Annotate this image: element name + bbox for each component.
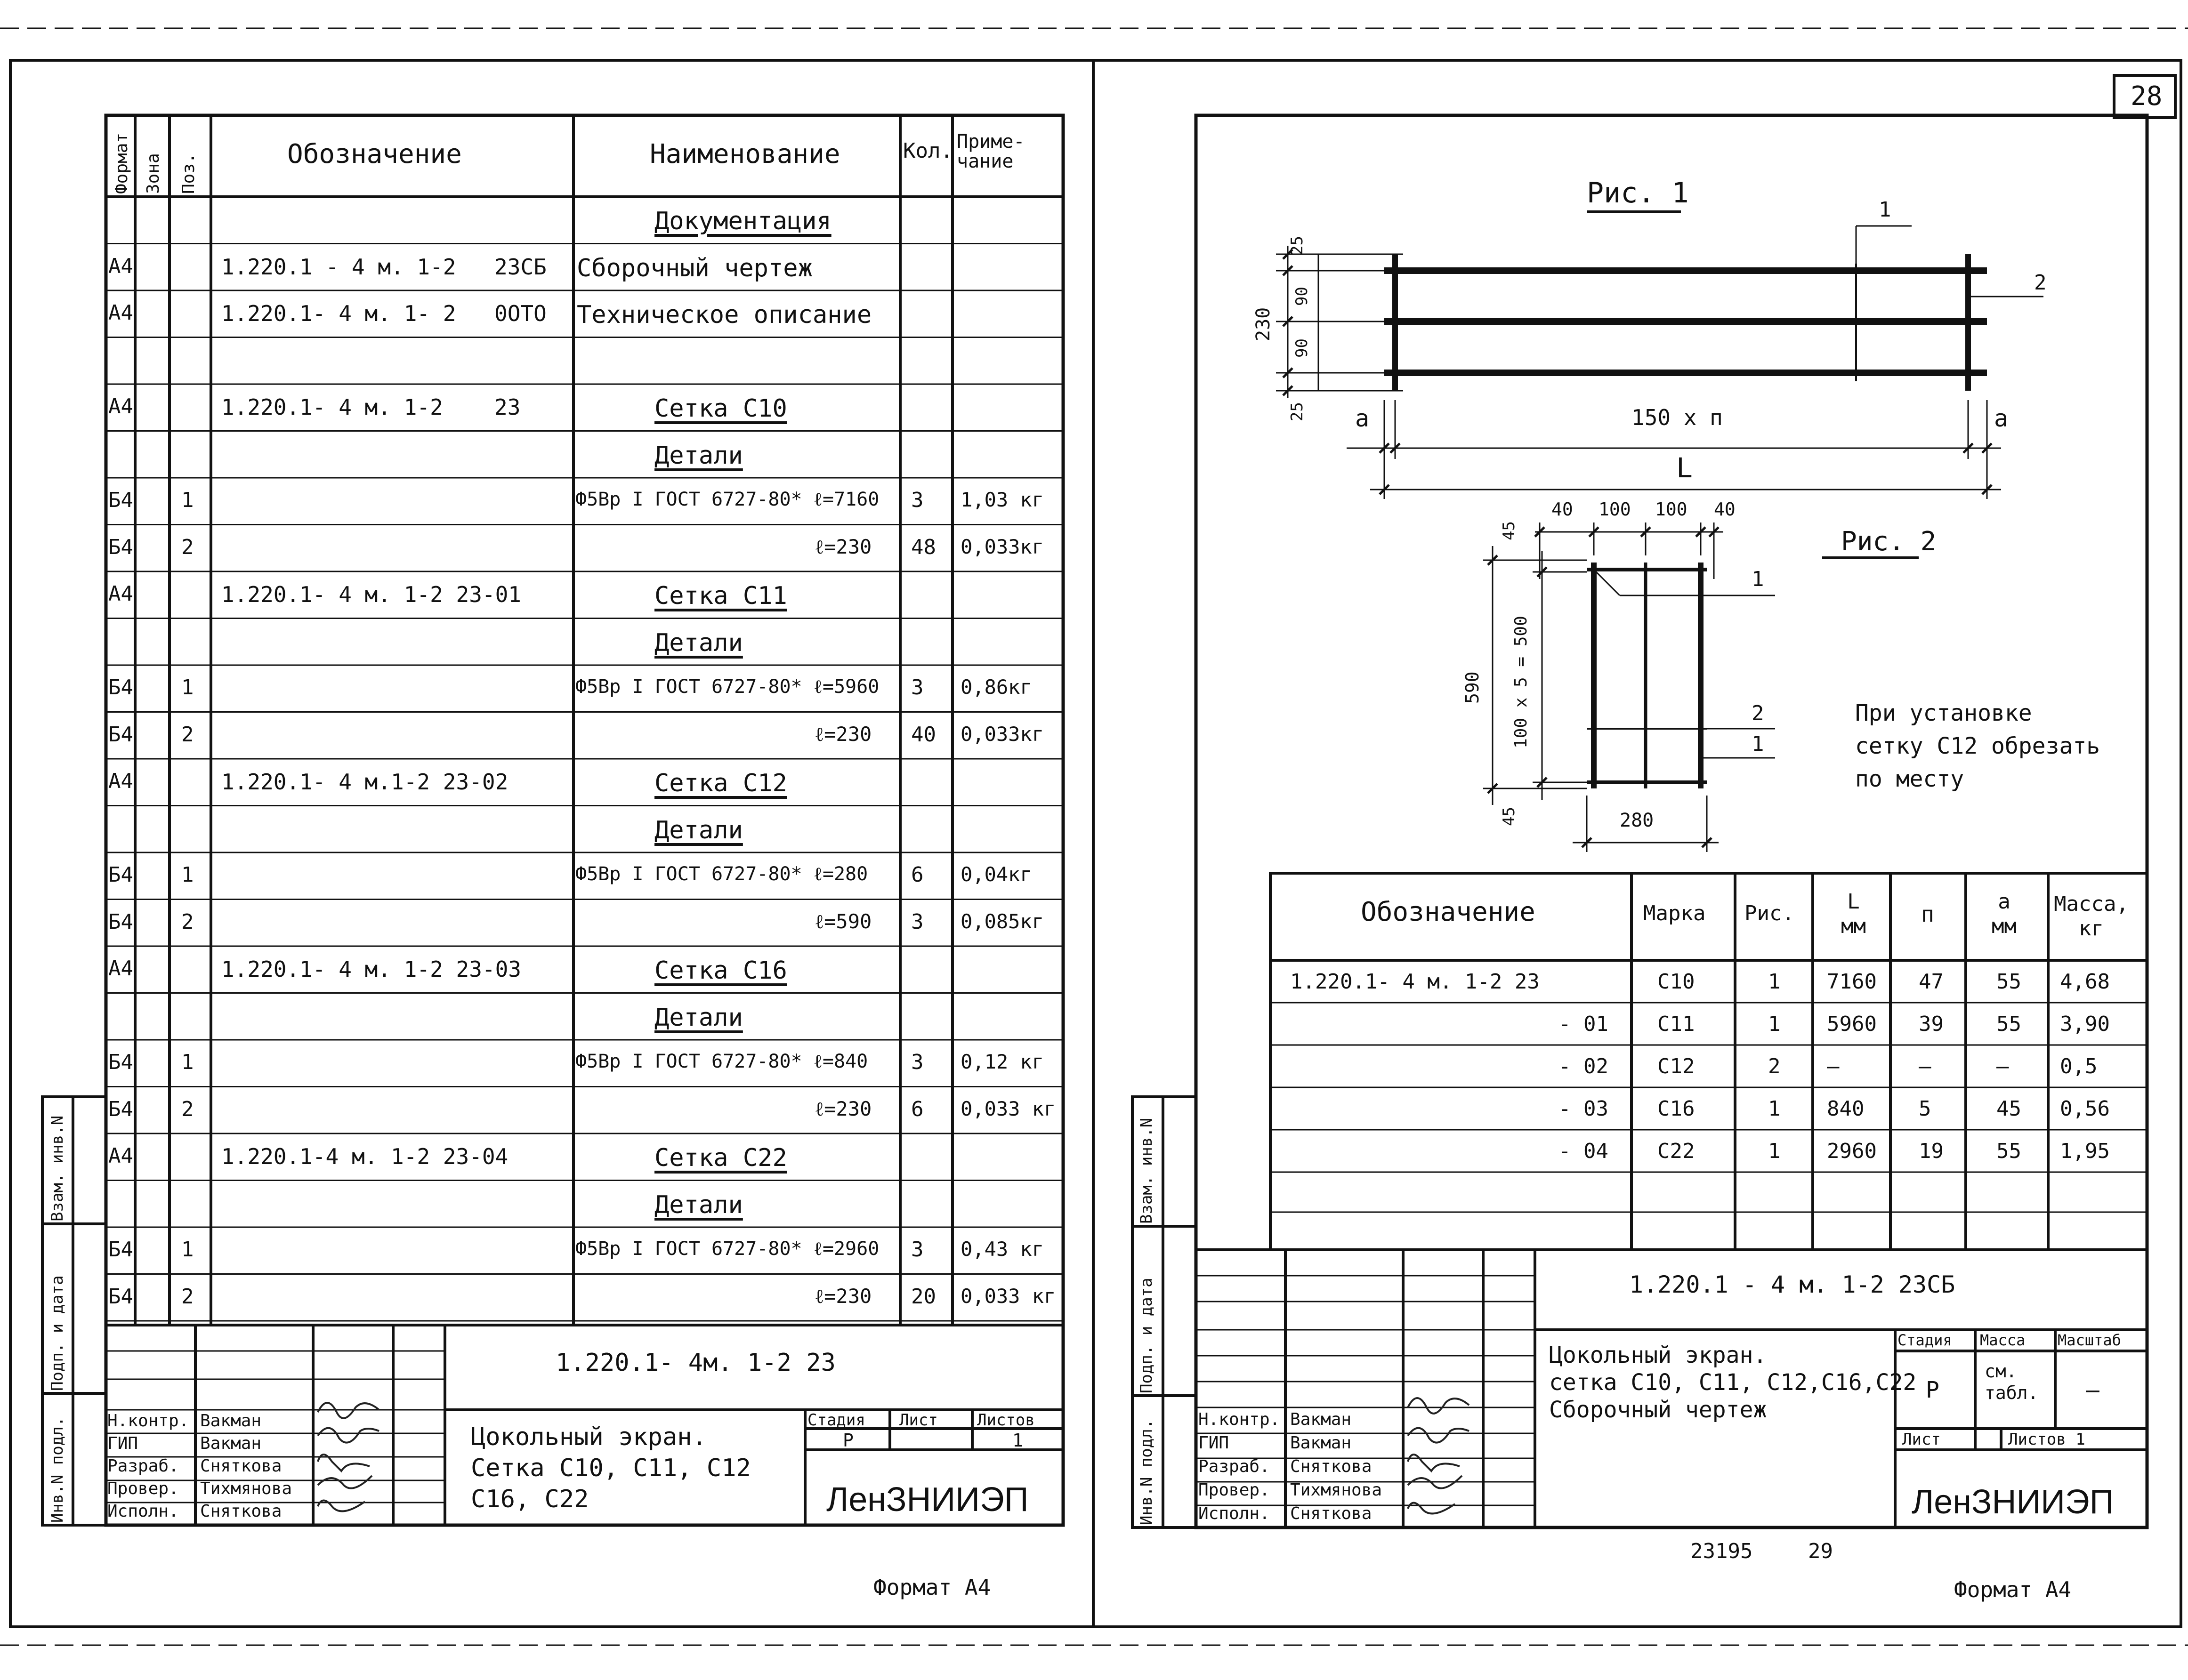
spec-cell-qty: 6: [911, 1097, 924, 1121]
mark-cell-a: 55: [1996, 970, 2021, 994]
fig2-dim-590: 590: [1462, 671, 1483, 704]
mark-cell-fig: 2: [1768, 1054, 1781, 1078]
fig2-leader-1: 1: [1752, 567, 1764, 591]
stamp-name: Сняткова: [1290, 1504, 1372, 1523]
mark-cell-designation: - 01: [1558, 1012, 1608, 1036]
stamp-role: Разраб.: [1198, 1457, 1270, 1476]
spec-cell-format: Б4: [108, 863, 133, 887]
left-stamp-org: ЛенЗНИИЭП: [826, 1481, 1029, 1519]
left-stamp-sheet-label: Лист: [899, 1411, 938, 1430]
spec-cell-designation: 1.220.1- 4 м.1-2 23-02: [221, 769, 509, 795]
mark-cell-mass: 1,95: [2060, 1139, 2110, 1163]
right-stamp-mass: см. табл.: [1985, 1361, 2039, 1403]
left-stamp-sheets: 1: [1012, 1430, 1023, 1451]
spec-cell-qty: 3: [911, 1050, 924, 1074]
spec-cell-name: Документация: [654, 207, 832, 235]
spec-cell-format: А4: [108, 254, 133, 278]
fig2-dim-280: 280: [1620, 810, 1654, 831]
bottom-code-2: 29: [1808, 1539, 1833, 1563]
spec-cell-pos: 1: [181, 863, 194, 887]
header-note: Приме- чание: [957, 131, 1025, 172]
mark-header-L: L мм: [1841, 890, 1866, 938]
spec-cell-pos: 2: [181, 1284, 194, 1309]
mark-cell-mark: С16: [1657, 1097, 1695, 1121]
header-qty: Кол.: [903, 139, 953, 163]
mark-header-a: а мм: [1992, 890, 2017, 938]
mark-cell-mark: С12: [1657, 1054, 1695, 1078]
fig2-dim-40b: 40: [1714, 499, 1736, 520]
fig2-dim-100b: 100: [1655, 499, 1687, 520]
spec-cell-qty: 20: [911, 1284, 936, 1309]
spec-cell-name: Ф5Вр I ГОСТ 6727-80* ℓ=5960: [575, 676, 880, 698]
header-name: Наименование: [650, 139, 840, 169]
spec-cell-name: Сетка С16: [654, 957, 787, 985]
spec-cell-qty: 3: [911, 488, 924, 512]
spec-cell-name: Сетка С12: [654, 769, 787, 797]
stamp-name: Сняткова: [200, 1502, 282, 1521]
fig2-dim-45a: 45: [1500, 521, 1518, 540]
spec-cell-name: Ф5Вр I ГОСТ 6727-80* ℓ=280: [575, 863, 868, 885]
spec-cell-pos: 1: [181, 675, 194, 699]
spec-cell-pos: 2: [181, 722, 194, 747]
spec-cell-note: 0,033 кг: [961, 1284, 1056, 1308]
spec-cell-note: 0,085кг: [961, 909, 1044, 933]
fig2-dim-40a: 40: [1551, 499, 1573, 520]
side-stamp-vzam: Взам. инв.N: [48, 1115, 67, 1222]
mark-cell-n: 19: [1919, 1139, 1944, 1163]
spec-cell-name: Детали: [654, 441, 743, 470]
spec-cell-designation: 1.220.1- 4 м. 1- 2: [221, 301, 456, 326]
mark-cell-designation: - 04: [1558, 1139, 1608, 1163]
spec-cell-format: Б4: [108, 1238, 133, 1262]
side-stamp-inv: Инв.N подл.: [48, 1416, 67, 1523]
mark-cell-fig: 1: [1768, 1012, 1781, 1036]
spec-cell-format: Б4: [108, 909, 133, 934]
mark-cell-L: 840: [1827, 1097, 1865, 1121]
spec-cell-name: Ф5Вр I ГОСТ 6727-80* ℓ=840: [575, 1051, 868, 1072]
stamp-name: Тихмянова: [200, 1479, 292, 1498]
mark-cell-mass: 4,68: [2060, 970, 2110, 994]
fig2-dim-100a: 100: [1599, 499, 1631, 520]
format-right: Формат А4: [1954, 1577, 2072, 1602]
mark-cell-mark: С10: [1657, 970, 1695, 994]
mark-cell-a: 55: [1996, 1139, 2021, 1163]
stamp-name: Тихмянова: [1290, 1480, 1382, 1500]
spec-cell-format: Б4: [108, 1284, 133, 1309]
spec-cell-designation: 1.220.1- 4 м. 1-2: [221, 394, 443, 420]
spec-cell-pos: 2: [181, 535, 194, 559]
mark-cell-designation: - 03: [1558, 1097, 1608, 1121]
installation-note: При установке сетку С12 обрезать по месту: [1855, 700, 2100, 792]
fig1-dim-n: 150 х п: [1631, 405, 1723, 430]
side-stamp-sign: Подп. и дата: [48, 1275, 67, 1391]
stamp-role: Провер.: [1198, 1480, 1270, 1500]
fig2-leader-2: 2: [1752, 701, 1764, 725]
fig2-dim-45b: 45: [1500, 807, 1518, 826]
bottom-code-1: 23195: [1690, 1539, 1753, 1563]
spec-cell-name: Сетка С10: [654, 394, 787, 423]
mark-cell-L: 5960: [1827, 1012, 1877, 1036]
right-stamp-sheets-label: Листов 1: [2008, 1430, 2085, 1449]
spec-cell-format: А4: [108, 394, 133, 418]
mark-cell-a: 55: [1996, 1012, 2021, 1036]
spec-cell-qty: 3: [911, 909, 924, 934]
left-stamp-designation: 1.220.1- 4м. 1-2 23: [556, 1349, 836, 1377]
stamp-name: Сняткова: [200, 1456, 282, 1476]
mark-cell-L: 7160: [1827, 970, 1877, 994]
spec-cell-format: А4: [108, 957, 133, 981]
header-zone: Зона: [144, 153, 163, 194]
right-stamp-stage: Р: [1926, 1377, 1939, 1403]
mark-cell-n: —: [1919, 1054, 1931, 1078]
header-pos: Поз.: [179, 153, 198, 194]
fig2-dim-500: 100 х 5 = 500: [1511, 616, 1531, 748]
fig1-dims: [1276, 212, 2043, 499]
mark-cell-fig: 1: [1768, 970, 1781, 994]
mark-cell-n: 39: [1919, 1012, 1944, 1036]
spec-cell-note: 0,43 кг: [961, 1238, 1044, 1261]
mark-cell-a: 45: [1996, 1097, 2021, 1121]
mark-header-fig: Рис.: [1744, 901, 1794, 925]
left-stamp-stage-label: Стадия: [807, 1411, 865, 1430]
mark-header-designation: Обозначение: [1361, 897, 1535, 927]
stamp-name: Вакман: [200, 1434, 262, 1453]
spec-cell-name: Сетка С22: [654, 1144, 787, 1172]
spec-cell-format: А4: [108, 1144, 133, 1168]
spec-cell-note: 0,033кг: [961, 722, 1044, 746]
spec-cell-pos: 2: [181, 909, 194, 934]
left-stamp-stage: Р: [843, 1430, 854, 1451]
right-side-stamp-inv: Инв.N подл.: [1137, 1419, 1156, 1525]
mark-cell-n: 5: [1919, 1097, 1931, 1121]
right-stamp-scale-label: Масштаб: [2058, 1331, 2121, 1349]
mark-header-mass: Масса, кг: [2054, 892, 2129, 940]
stamp-role: ГИП: [107, 1434, 138, 1453]
mark-cell-L: 2960: [1827, 1139, 1877, 1163]
fig1-mesh: [1384, 254, 1987, 391]
fig1-dim-25a: 25: [1288, 236, 1307, 255]
spec-cell-name: Ф5Вр I ГОСТ 6727-80* ℓ=2960: [575, 1238, 880, 1260]
right-stamp-sheet-label: Лист: [1902, 1430, 1941, 1449]
right-stamp-scale: —: [2086, 1377, 2099, 1403]
fig1-dim-90a: 90: [1292, 287, 1311, 306]
right-stamp-stage-label: Стадия: [1897, 1331, 1952, 1349]
stamp-name: Вакман: [1290, 1433, 1352, 1453]
spec-cell-code: 23СБ: [494, 254, 547, 280]
fig1-dim-90b: 90: [1292, 338, 1311, 358]
mark-cell-fig: 1: [1768, 1097, 1781, 1121]
mark-cell-n: 47: [1919, 970, 1944, 994]
spec-cell-qty: 6: [911, 863, 924, 887]
stamp-name: Вакман: [200, 1411, 262, 1431]
spec-cell-name: ℓ=230: [815, 1097, 872, 1120]
spec-cell-format: Б4: [108, 488, 133, 512]
spec-cell-qty: 3: [911, 675, 924, 699]
spec-cell-name: ℓ=230: [815, 722, 872, 746]
mark-cell-mark: С22: [1657, 1139, 1695, 1163]
left-stamp-title: Цокольный экран. Сетка С10, С11, С12 С16, С22: [471, 1423, 751, 1513]
fig1-leader-1: 1: [1879, 198, 1891, 222]
spec-cell-code: 23: [494, 394, 521, 420]
spec-cell-name: Сетка С11: [654, 582, 787, 610]
fig1-dim-a1: a: [1355, 405, 1370, 432]
spec-cell-pos: 1: [181, 1050, 194, 1074]
mark-cell-designation: 1.220.1- 4 м. 1-2 23: [1290, 970, 1540, 994]
spec-cell-designation: 1.220.1- 4 м. 1-2 23-01: [221, 582, 521, 607]
fig2-title: Рис. 2: [1841, 526, 1937, 557]
left-stamp-sheets-label: Листов: [977, 1411, 1035, 1430]
spec-cell-format: А4: [108, 582, 133, 606]
spec-cell-name: Детали: [654, 816, 743, 844]
stamp-role: Разраб.: [107, 1456, 179, 1476]
spec-cell-code: 0ОТО: [494, 301, 547, 326]
spec-cell-note: 0,12 кг: [961, 1050, 1044, 1073]
right-side-stamp-vzam: Взам. инв.N: [1137, 1117, 1156, 1224]
spec-cell-format: Б4: [108, 675, 133, 699]
mark-cell-a: —: [1996, 1054, 2009, 1078]
fig1-dim-230: 230: [1252, 307, 1274, 341]
stamp-role: ГИП: [1198, 1433, 1229, 1453]
right-stamp-designation: 1.220.1 - 4 м. 1-2 23СБ: [1629, 1271, 1955, 1298]
stamp-role: Исполн.: [1198, 1504, 1270, 1523]
spec-cell-pos: 1: [181, 488, 194, 512]
mark-cell-mass: 0,56: [2060, 1097, 2110, 1121]
spec-cell-designation: 1.220.1- 4 м. 1-2 23-03: [221, 957, 521, 982]
spec-cell-format: А4: [108, 769, 133, 793]
stamp-role: Исполн.: [107, 1502, 179, 1521]
spec-cell-name: Техническое описание: [577, 301, 872, 329]
spec-cell-name: ℓ=590: [815, 909, 872, 933]
spec-cell-name: Детали: [654, 1190, 743, 1219]
spec-cell-qty: 3: [911, 1238, 924, 1262]
stamp-name: Вакман: [1290, 1410, 1352, 1429]
fig1-leader-2: 2: [2034, 271, 2047, 295]
spec-cell-format: Б4: [108, 1097, 133, 1121]
header-designation: Обозначение: [287, 139, 462, 169]
spec-cell-name: Детали: [654, 628, 743, 657]
right-side-stamp-sign: Подп. и дата: [1137, 1278, 1156, 1393]
spec-cell-name: ℓ=230: [815, 535, 872, 558]
fig1-dim-25b: 25: [1288, 402, 1307, 421]
mark-cell-fig: 1: [1768, 1139, 1781, 1163]
stamp-role: Провер.: [107, 1479, 179, 1498]
fig1-title: Рис. 1: [1587, 177, 1689, 209]
spec-cell-format: Б4: [108, 535, 133, 559]
spec-cell-note: 1,03 кг: [961, 488, 1044, 511]
spec-cell-format: А4: [108, 301, 133, 325]
right-stamp-org: ЛенЗНИИЭП: [1912, 1483, 2114, 1521]
spec-cell-note: 0,033кг: [961, 535, 1044, 558]
mark-cell-mass: 0,5: [2060, 1054, 2098, 1078]
fig1-dim-a2: a: [1994, 405, 2009, 432]
mark-cell-mass: 3,90: [2060, 1012, 2110, 1036]
spec-cell-name: ℓ=230: [815, 1284, 872, 1308]
spec-cell-qty: 40: [911, 722, 936, 747]
spec-cell-note: 0,033 кг: [961, 1097, 1056, 1120]
spec-cell-note: 0,04кг: [961, 863, 1032, 886]
spec-cell-designation: 1.220.1-4 м. 1-2 23-04: [221, 1144, 509, 1169]
spec-cell-name: Сборочный чертеж: [577, 254, 813, 282]
right-inner-frame: [1196, 115, 2147, 1527]
spec-cell-format: Б4: [108, 1050, 133, 1074]
spec-cell-qty: 48: [911, 535, 936, 559]
right-stamp-title: Цокольный экран. сетка С10, С11, С12,С16,С22 Сборочный чертеж: [1549, 1342, 1917, 1423]
format-left: Формат А4: [873, 1575, 991, 1600]
fig1-dim-L: L: [1676, 452, 1693, 484]
stamp-role: Н.контр.: [107, 1411, 189, 1431]
spec-cell-name: Ф5Вр I ГОСТ 6727-80* ℓ=7160: [575, 489, 880, 510]
stamp-role: Н.контр.: [1198, 1410, 1280, 1429]
mark-cell-L: —: [1827, 1054, 1840, 1078]
spec-cell-name: Детали: [654, 1003, 743, 1032]
fig2-leader-3: 1: [1752, 732, 1764, 756]
mark-header-n: п: [1921, 901, 1934, 927]
spec-cell-pos: 1: [181, 1238, 194, 1262]
spec-cell-note: 0,86кг: [961, 675, 1032, 699]
header-format: Формат: [112, 132, 131, 194]
mark-header-mark: Марка: [1643, 901, 1706, 925]
mark-cell-mark: С11: [1657, 1012, 1695, 1036]
right-stamp-mass-label: Масса: [1980, 1331, 2026, 1349]
spec-cell-pos: 2: [181, 1097, 194, 1121]
spec-cell-designation: 1.220.1 - 4 м. 1-2: [221, 254, 456, 280]
mark-cell-designation: - 02: [1558, 1054, 1608, 1078]
spec-cell-format: Б4: [108, 722, 133, 747]
sheet-number: 28: [2131, 81, 2163, 112]
fig2-mesh: [1587, 563, 1707, 788]
stamp-name: Сняткова: [1290, 1457, 1372, 1476]
